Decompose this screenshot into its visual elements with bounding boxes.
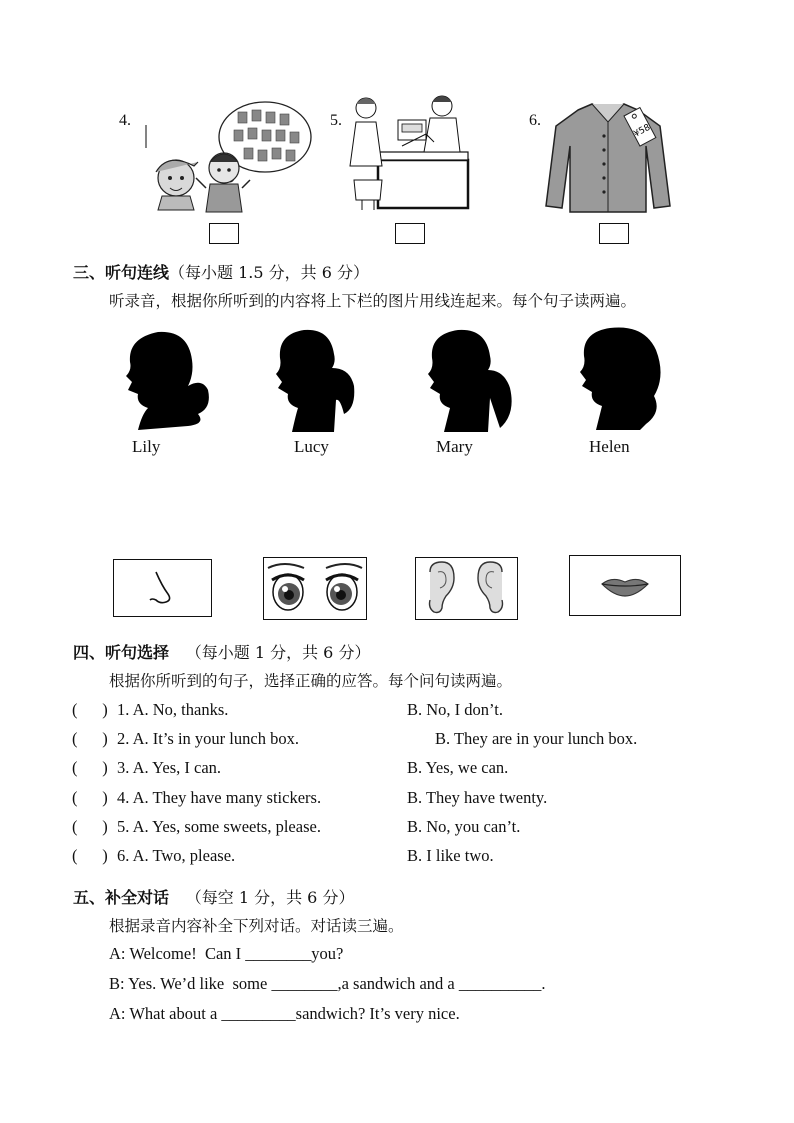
q6-paren[interactable]: ( ) [72, 846, 108, 865]
section-4-instruction: 根据你所听到的句子，选择正确的应答。每个问句读两遍。 [109, 672, 513, 690]
section-5-instruction: 根据录音内容补全下列对话。对话读三遍。 [109, 917, 404, 935]
helen-silhouette [570, 326, 666, 430]
item-4-number: 4. [119, 112, 131, 129]
q5-option-b: B. No, you can’t. [407, 817, 521, 836]
section-3-heading [73, 260, 369, 283]
mary-silhouette [420, 328, 520, 432]
q2-option-a: 2. A. It’s in your lunch box. [117, 729, 299, 748]
shop-counter-picture [342, 90, 470, 212]
q2-option-b: B. They are in your lunch box. [435, 729, 638, 748]
q6-option-a: 6. A. Two, please. [117, 846, 236, 865]
answer-box-4[interactable] [209, 223, 239, 244]
section-5-heading [73, 885, 354, 908]
section-3-title: 三、听句连线 [73, 263, 170, 282]
q4-option-b: B. They have twenty. [407, 788, 548, 807]
q5-paren[interactable]: ( ) [72, 817, 108, 836]
dialogue-line-3[interactable]: A: What about a _________sandwich? It’s very nice. [109, 1004, 460, 1023]
name-mary: Mary [436, 437, 473, 456]
section-5-title: 五、补全对话 [73, 888, 170, 907]
dialogue-line-1[interactable]: A: Welcome! Can I ________you? [109, 944, 344, 963]
section-4-title: 四、听句选择 [73, 643, 170, 662]
answer-box-6[interactable] [599, 223, 629, 244]
q3-option-a: 3. A. Yes, I can. [117, 758, 222, 777]
section-4-score: （每小题 1 分，共 6 分） [185, 643, 371, 662]
dialogue-line-2[interactable]: B: Yes. We’d like some ________,a sandwich and a __________. [109, 974, 546, 993]
lily-silhouette [118, 330, 213, 430]
q4-paren[interactable]: ( ) [72, 788, 108, 807]
q1-option-b: B. No, I don’t. [407, 700, 503, 719]
q3-option-b: B. Yes, we can. [407, 758, 509, 777]
eyes-icon [264, 558, 366, 619]
nose-icon [114, 560, 211, 616]
q1-paren[interactable]: ( ) [72, 700, 108, 719]
ears-picture [415, 557, 518, 620]
name-lucy: Lucy [294, 437, 329, 456]
q6-option-b: B. I like two. [407, 846, 494, 865]
section-3-instruction: 听录音，根据你所听到的内容将上下栏的图片用线连起来。每个句子读两遍。 [109, 292, 637, 310]
mouth-icon [570, 556, 680, 615]
lucy-silhouette [270, 328, 365, 432]
price-tag-text: ¥58 [632, 122, 653, 140]
name-helen: Helen [589, 437, 630, 456]
children-thinking-robots-picture [138, 100, 313, 215]
ears-icon [416, 558, 517, 619]
q1-option-a: 1. A. No, thanks. [117, 700, 229, 719]
q3-paren[interactable]: ( ) [72, 758, 108, 777]
eyes-picture [263, 557, 367, 620]
name-lily: Lily [132, 437, 161, 456]
answer-box-5[interactable] [395, 223, 425, 244]
q4-option-a: 4. A. They have many stickers. [117, 788, 322, 807]
q2-paren[interactable]: ( ) [72, 729, 108, 748]
item-6-number: 6. [529, 112, 541, 129]
shirt-price-tag-picture [542, 96, 674, 214]
q5-option-a: 5. A. Yes, some sweets, please. [117, 817, 321, 836]
section-3-score: （每小题 1.5 分，共 6 分） [169, 263, 369, 282]
section-4-heading [73, 640, 370, 663]
section-5-score: （每空 1 分，共 6 分） [185, 888, 355, 907]
item-5-number: 5. [330, 112, 342, 129]
mouth-picture [569, 555, 681, 616]
nose-picture [113, 559, 212, 617]
